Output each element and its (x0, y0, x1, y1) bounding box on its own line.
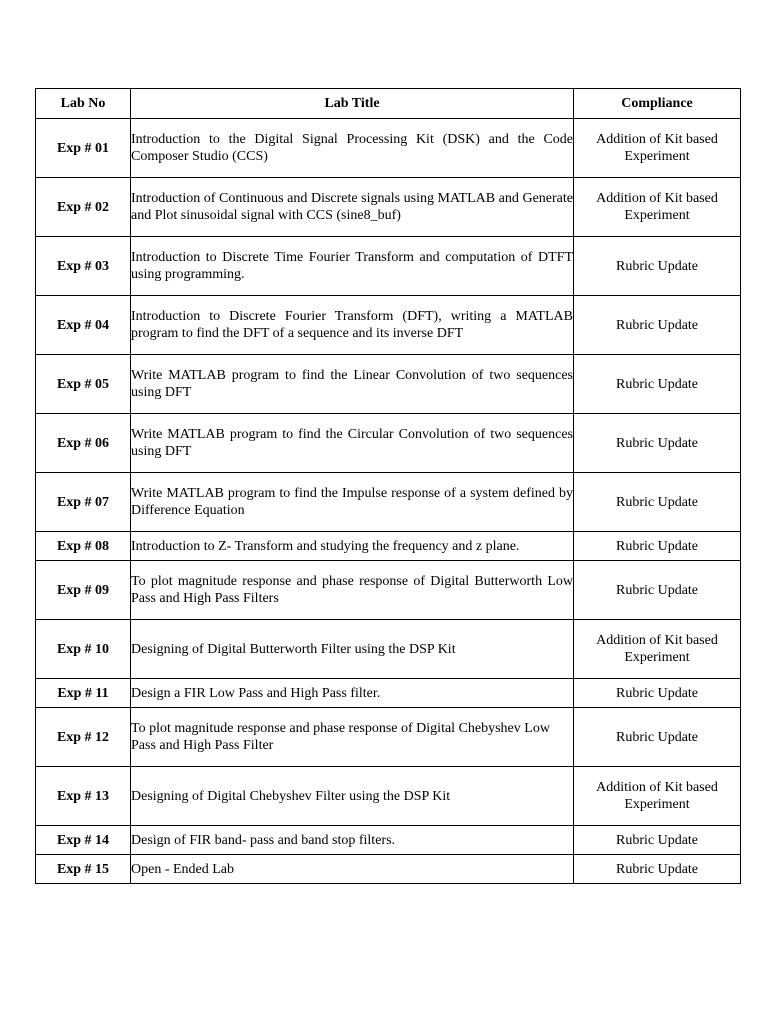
table-row (36, 826, 741, 855)
lab-no-cell: Exp # 04 (36, 296, 131, 355)
compliance-cell: Rubric Update (574, 473, 741, 532)
header-compliance: Compliance (574, 89, 741, 119)
lab-title-cell: Introduction to Z- Transform and studying the frequency and z plane. (131, 532, 574, 561)
lab-no-cell: Exp # 02 (36, 178, 131, 237)
header-lab-title: Lab Title (131, 89, 574, 119)
lab-no-cell: Exp # 14 (36, 826, 131, 855)
header-lab-no: Lab No (36, 89, 131, 119)
lab-title-cell: Write MATLAB program to find the Linear Convolution of two sequences using DFT (131, 355, 574, 414)
lab-title-cell: Introduction to Discrete Time Fourier Transform and computation of DTFT using programming. (131, 237, 574, 296)
table-row (36, 855, 741, 884)
lab-title-cell: To plot magnitude response and phase response of Digital Chebyshev Low Pass and High Pass Filter (131, 708, 574, 767)
lab-no-cell: Exp # 03 (36, 237, 131, 296)
lab-no-cell: Exp # 09 (36, 561, 131, 620)
table-row (36, 355, 741, 414)
compliance-cell: Rubric Update (574, 826, 741, 855)
lab-title-cell: Write MATLAB program to find the Impulse response of a system defined by Difference Equation (131, 473, 574, 532)
lab-no-cell: Exp # 08 (36, 532, 131, 561)
table-row (36, 296, 741, 355)
lab-title-cell: Design of FIR band- pass and band stop filters. (131, 826, 574, 855)
lab-title-cell: Designing of Digital Butterworth Filter using the DSP Kit (131, 620, 574, 679)
table-row (36, 679, 741, 708)
table-row (36, 620, 741, 679)
lab-title-cell: Introduction to the Digital Signal Processing Kit (DSK) and the Code Composer Studio (CCS) (131, 119, 574, 178)
lab-no-cell: Exp # 06 (36, 414, 131, 473)
compliance-cell: Addition of Kit based Experiment (574, 620, 741, 679)
table-row (36, 767, 741, 826)
table-row (36, 178, 741, 237)
lab-title-cell: Design a FIR Low Pass and High Pass filter. (131, 679, 574, 708)
compliance-cell: Addition of Kit based Experiment (574, 767, 741, 826)
table-row (36, 237, 741, 296)
lab-table (35, 88, 741, 884)
lab-title-cell: Introduction of Continuous and Discrete signals using MATLAB and Generate and Plot sinusoidal signal with CCS (sine8_buf) (131, 178, 574, 237)
table-row (36, 532, 741, 561)
lab-no-cell: Exp # 07 (36, 473, 131, 532)
compliance-cell: Rubric Update (574, 708, 741, 767)
lab-title-cell: To plot magnitude response and phase response of Digital Butterworth Low Pass and High Pass Filters (131, 561, 574, 620)
compliance-cell: Addition of Kit based Experiment (574, 119, 741, 178)
lab-no-cell: Exp # 12 (36, 708, 131, 767)
compliance-cell: Rubric Update (574, 296, 741, 355)
compliance-cell: Addition of Kit based Experiment (574, 178, 741, 237)
compliance-cell: Rubric Update (574, 237, 741, 296)
compliance-cell: Rubric Update (574, 532, 741, 561)
table-row (36, 561, 741, 620)
lab-title-cell: Write MATLAB program to find the Circular Convolution of two sequences using DFT (131, 414, 574, 473)
compliance-cell: Rubric Update (574, 855, 741, 884)
compliance-cell: Rubric Update (574, 355, 741, 414)
lab-no-cell: Exp # 01 (36, 119, 131, 178)
lab-no-cell: Exp # 11 (36, 679, 131, 708)
table-row (36, 473, 741, 532)
lab-title-cell: Open - Ended Lab (131, 855, 574, 884)
lab-no-cell: Exp # 15 (36, 855, 131, 884)
lab-no-cell: Exp # 10 (36, 620, 131, 679)
table-row (36, 708, 741, 767)
lab-no-cell: Exp # 05 (36, 355, 131, 414)
compliance-cell: Rubric Update (574, 561, 741, 620)
compliance-cell: Rubric Update (574, 414, 741, 473)
table-row (36, 414, 741, 473)
table-row (36, 119, 741, 178)
lab-no-cell: Exp # 13 (36, 767, 131, 826)
compliance-cell: Rubric Update (574, 679, 741, 708)
lab-title-cell: Introduction to Discrete Fourier Transform (DFT), writing a MATLAB program to find the DFT of a sequence and its inverse DFT (131, 296, 574, 355)
table-header-row (36, 89, 741, 119)
lab-title-cell: Designing of Digital Chebyshev Filter using the DSP Kit (131, 767, 574, 826)
